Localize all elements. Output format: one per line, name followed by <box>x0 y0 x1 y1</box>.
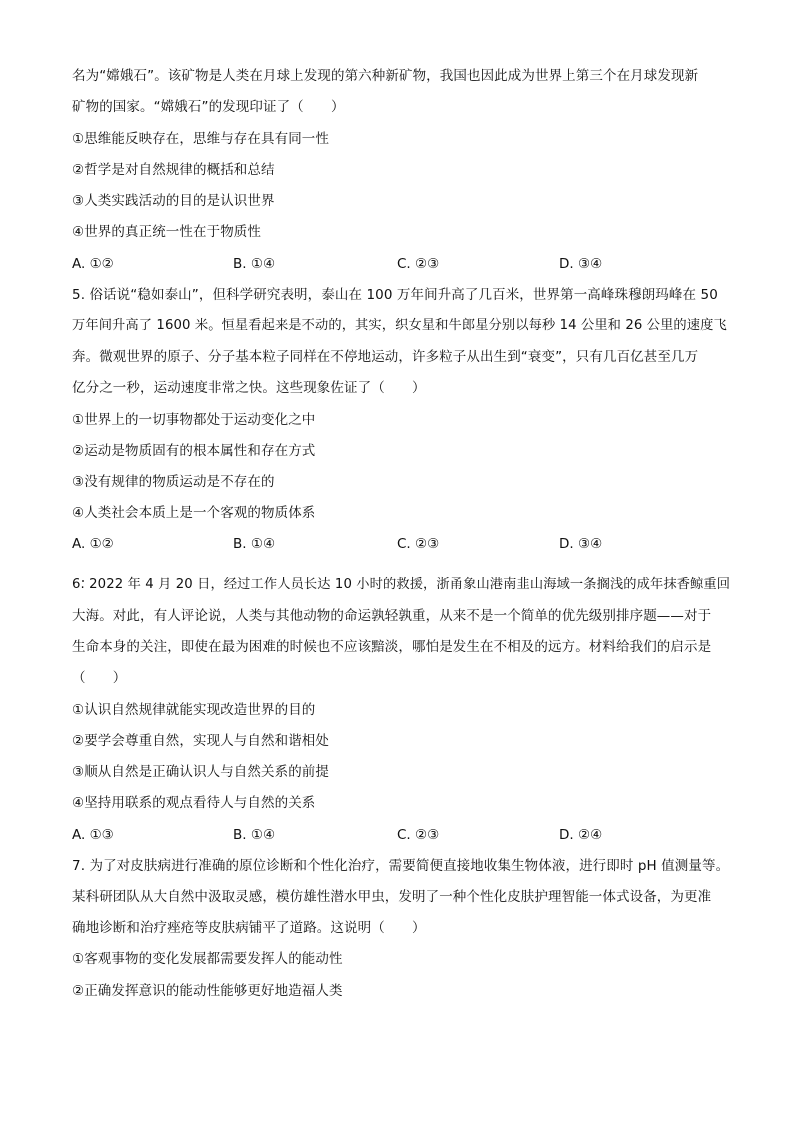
q5-statement-1: ①世界上的一切事物都处于运动变化之中 <box>72 412 316 428</box>
q4-statement-1: ①思维能反映存在，思维与存在具有同一性 <box>72 131 330 147</box>
q6-option-b: B. ①④ <box>233 827 276 843</box>
q6-statement-3: ③顺从自然是正确认识人与自然关系的前提 <box>72 764 330 780</box>
q6-statement-4: ④坚持用联系的观点看待人与自然的关系 <box>72 795 316 811</box>
q4-stem-line-1: 名为“嫦娥石”。该矿物是人类在月球上发现的第六种新矿物，我国也因此成为世界上第三个在月球发现新 <box>72 68 699 84</box>
q6-stem-line-1: 6. 2022 年 4 月 20 日，经过工作人员长达 10 小时的救援，浙甬象山港南韭山海域一条搁浅的成年抹香鲸重回 <box>72 577 731 592</box>
q4-options <box>72 254 732 274</box>
q4-statement-3: ③人类实践活动的目的是认识世界 <box>72 193 275 209</box>
q7-statement-2: ②正确发挥意识的能动性能够更好地造福人类 <box>72 983 343 999</box>
q4-stem-line-2: 矿物的国家。“嫦娥石”的发现印证了（ ） <box>72 99 345 115</box>
q4-option-b: B. ①④ <box>233 256 276 272</box>
q4-statement-4: ④世界的真正统一性在于物质性 <box>72 224 262 240</box>
q7-statement-1: ①客观事物的变化发展都需要发挥人的能动性 <box>72 951 343 967</box>
q7-stem-line-2: 某科研团队从大自然中汲取灵感，模仿雄性潜水甲虫，发明了一种个性化皮肤护理智能一体式设备，为更准 <box>72 889 712 905</box>
q5-option-b: B. ①④ <box>233 536 276 552</box>
q5-option-c: C. ②③ <box>397 536 440 552</box>
q4-option-c: C. ②③ <box>397 256 440 272</box>
q5-option-d: D. ③④ <box>559 536 603 552</box>
q7-stem-line-1: 7. 为了对皮肤病进行准确的原位诊断和个性化治疗，需要简便直接地收集生物体液，进行即时 pH 值测量等。 <box>72 858 730 874</box>
q6-stem-line-3: 生命本身的关注，即使在最为困难的时候也不应该黯淡，哪怕是发生在不相及的远方。材料给我们的启示是 <box>72 639 712 655</box>
q6-statement-1: ①认识自然规律就能实现改造世界的目的 <box>72 702 316 718</box>
q5-stem-line-4: 亿分之一秒，运动速度非常之快。这些现象佐证了（ ） <box>72 380 426 396</box>
q6-option-d: D. ②④ <box>559 827 603 843</box>
q5-options <box>72 534 732 554</box>
q6-option-a: A. ①③ <box>72 827 114 843</box>
q6-option-c: C. ②③ <box>397 827 440 843</box>
q6-statement-2: ②要学会尊重自然，实现人与自然和谐相处 <box>72 733 330 749</box>
q7-stem-line-3: 确地诊断和治疗痤疮等皮肤病铺平了道路。这说明（ ） <box>72 920 426 936</box>
q6-stem-line-4: （ ） <box>72 670 127 686</box>
q6-stem-line-2: 大海。对此，有人评论说，人类与其他动物的命运孰轻孰重，从来不是一个简单的优先级别排序题——对于 <box>72 608 712 624</box>
q5-statement-3: ③没有规律的物质运动是不存在的 <box>72 474 275 490</box>
q5-option-a: A. ①② <box>72 536 114 552</box>
q4-statement-2: ②哲学是对自然规律的概括和总结 <box>72 162 275 178</box>
q5-stem-line-1: 5. 俗话说“稳如泰山”，但科学研究表明，泰山在 100 万年间升高了几百米，世界第一高峰珠穆朗玛峰在 50 <box>72 287 718 303</box>
q5-statement-2: ②运动是物质固有的根本属性和存在方式 <box>72 443 316 459</box>
q5-statement-4: ④人类社会本质上是一个客观的物质体系 <box>72 505 316 521</box>
q5-stem-line-3: 奔。微观世界的原子、分子基本粒子同样在不停地运动，许多粒子从出生到“衰变”，只有几百亿甚至几万 <box>72 349 699 365</box>
q4-option-d: D. ③④ <box>559 256 603 272</box>
q6-options <box>72 825 732 845</box>
q5-stem-line-2: 万年间升高了 1600 米。恒星看起来是不动的，其实，织女星和牛郎星分别以每秒 14 公里和 26 公里的速度飞 <box>72 318 727 333</box>
q4-option-a: A. ①② <box>72 256 114 272</box>
